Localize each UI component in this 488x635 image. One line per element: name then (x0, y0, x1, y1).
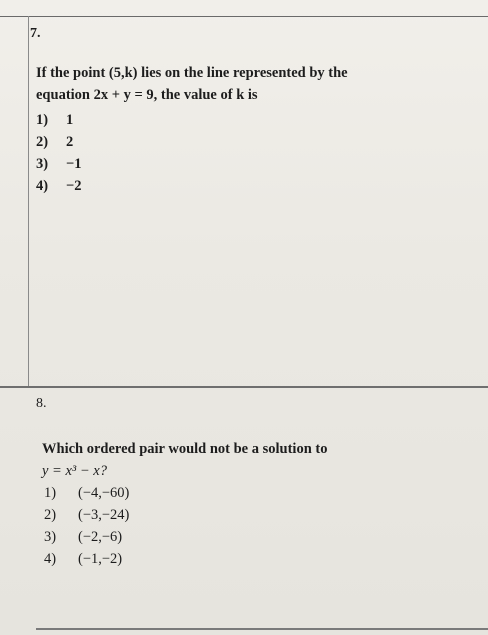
question-7-choice-4 (36, 175, 82, 197)
question-7-choice-2 (36, 131, 82, 153)
choice-value: −2 (66, 178, 82, 194)
question-7-number: 7. (30, 26, 41, 41)
top-divider (0, 16, 488, 17)
question-8-choice-3 (44, 526, 129, 548)
question-8-choice-2 (44, 504, 129, 526)
question-7-choices (36, 109, 82, 197)
question-7-line-2: equation 2x + y = 9, the value of k is (36, 87, 258, 103)
question-8-text (42, 438, 327, 482)
choice-value: (−1,−2) (78, 551, 123, 567)
choice-number: 3) (44, 529, 57, 545)
question-8-number: 8. (36, 396, 47, 411)
choice-value: (−4,−60) (78, 485, 130, 501)
choice-value: −1 (66, 156, 82, 172)
choice-number: 4) (44, 551, 57, 567)
choice-value: 2 (66, 134, 74, 150)
question-8-choice-4 (44, 548, 129, 570)
middle-divider (0, 386, 488, 388)
choice-number: 4) (36, 178, 49, 194)
question-8-line-1: Which ordered pair would not be a solution to (42, 441, 328, 457)
question-7-choice-1 (36, 109, 82, 131)
question-8-line-2: y = x³ − x? (42, 463, 107, 479)
question-8-choice-1 (44, 482, 129, 504)
question-7-line-1: If the point (5,k) lies on the line represented by the (36, 65, 348, 81)
margin-line (28, 16, 29, 386)
choice-number: 3) (36, 156, 49, 172)
question-7-text (36, 62, 348, 106)
choice-value: 1 (66, 112, 74, 128)
choice-number: 1) (44, 485, 57, 501)
choice-number: 2) (36, 134, 49, 150)
bottom-divider (36, 628, 488, 630)
choice-value: (−2,−6) (78, 529, 123, 545)
choice-value: (−3,−24) (78, 507, 130, 523)
choice-number: 2) (44, 507, 57, 523)
question-8-choices (44, 482, 129, 570)
choice-number: 1) (36, 112, 49, 128)
question-7-choice-3 (36, 153, 82, 175)
